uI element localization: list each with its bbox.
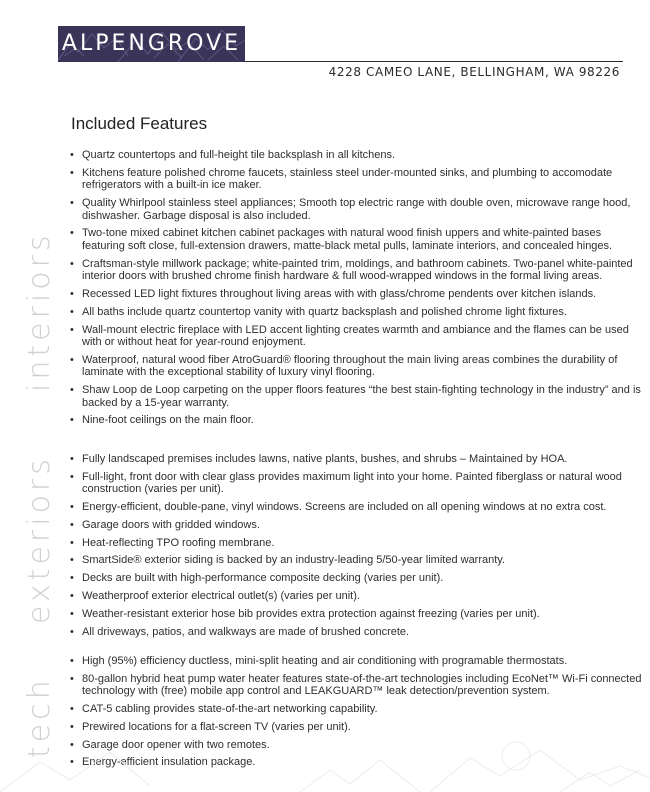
interiors-feature-list <box>70 149 645 432</box>
list-item: • Garage doors with gridded windows. <box>70 519 645 532</box>
list-item: • High (95%) efficiency ductless, mini-split heating and air conditioning with programable thermostats. <box>70 655 645 668</box>
list-item: • SmartSide® exterior siding is backed by an industry-leading 5/50-year limited warranty. <box>70 554 645 567</box>
header-divider <box>245 61 623 62</box>
list-item: • Quartz countertops and full-height tile backsplash in all kitchens. <box>70 149 645 162</box>
list-item: • Energy-efficient, double-pane, vinyl windows. Screens are included on all opening windows at no extra cost. <box>70 501 645 514</box>
list-item: • Energy-efficient insulation package. <box>70 756 645 769</box>
property-address: 4228 CAMEO LANE, BELLINGHAM, WA 98226 <box>328 65 620 79</box>
list-item: • CAT-5 cabling provides state-of-the-art networking capability. <box>70 703 645 716</box>
mountain-outline-decoration-icon <box>0 700 650 792</box>
list-item: • All baths include quartz countertop vanity with quartz backsplash and polished chrome light fixtures. <box>70 306 645 319</box>
brand-logo <box>58 26 245 62</box>
list-item: • Full-light, front door with clear glass provides maximum light into your home. Painted fiberglass or natural wood construction (varies per unit). <box>70 471 645 496</box>
list-item: • Garage door opener with two remotes. <box>70 739 645 752</box>
list-item: • Shaw Loop de Loop carpeting on the upper floors features “the best stain-fighting technology in the industry” and is backed by a 15-year warranty. <box>70 384 645 409</box>
list-item: • 80-gallon hybrid heat pump water heater features state-of-the-art technologies including EcoNet™ Wi-Fi connected technology with (free) mobile app control and LEAKGUARD™ leak detection/prevention system. <box>70 673 645 698</box>
list-item: • Heat-reflecting TPO roofing membrane. <box>70 537 645 550</box>
list-item: • Craftsman-style millwork package; white-painted trim, moldings, and bathroom cabinets. Two-panel white-painted interior doors with brushed chrome finish hardware & full wood-wrapped windows in the formal living areas. <box>70 258 645 283</box>
list-item: • Two-tone mixed cabinet kitchen cabinet packages with natural wood finish uppers and white-painted bases featuring soft close, full-extension drawers, matte-black metal pulls, laminate interiors, and concealed hinges. <box>70 227 645 252</box>
list-item: • Kitchens feature polished chrome faucets, stainless steel under-mounted sinks, and plumbing to accomodate refrigerators with a built-in ice maker. <box>70 167 645 192</box>
list-item: • Waterproof, natural wood fiber AtroGuard® flooring throughout the main living areas combines the durability of laminate with the exceptional stability of luxury vinyl flooring. <box>70 354 645 379</box>
list-item: • All driveways, patios, and walkways are made of brushed concrete. <box>70 626 645 639</box>
list-item: • Decks are built with high-performance composite decking (varies per unit). <box>70 572 645 585</box>
logo-text: ALPENGROVE <box>61 31 242 56</box>
list-item: • Nine-foot ceilings on the main floor. <box>70 414 645 427</box>
list-item: • Weatherproof exterior electrical outlet(s) (varies per unit). <box>70 590 645 603</box>
list-item: • Wall-mount electric fireplace with LED accent lighting creates warmth and ambiance and the flames can be used with or without heat for year-round enjoyment. <box>70 324 645 349</box>
list-item: • Quality Whirlpool stainless steel appliances; Smooth top electric range with double oven, microwave range hood, dishwasher. Garbage disposal is also included. <box>70 197 645 222</box>
exteriors-feature-list <box>70 453 645 643</box>
list-item: • Weather-resistant exterior hose bib provides extra protection against freezing (varies per unit). <box>70 608 645 621</box>
list-item: • Fully landscaped premises includes lawns, native plants, bushes, and shrubs – Maintained by HOA. <box>70 453 645 466</box>
list-item: • Recessed LED light fixtures throughout living areas with with glass/chrome pendents over kitchen islands. <box>70 288 645 301</box>
list-item: • Prewired locations for a flat-screen TV (varies per unit). <box>70 721 645 734</box>
page-title: Included Features <box>71 114 208 133</box>
